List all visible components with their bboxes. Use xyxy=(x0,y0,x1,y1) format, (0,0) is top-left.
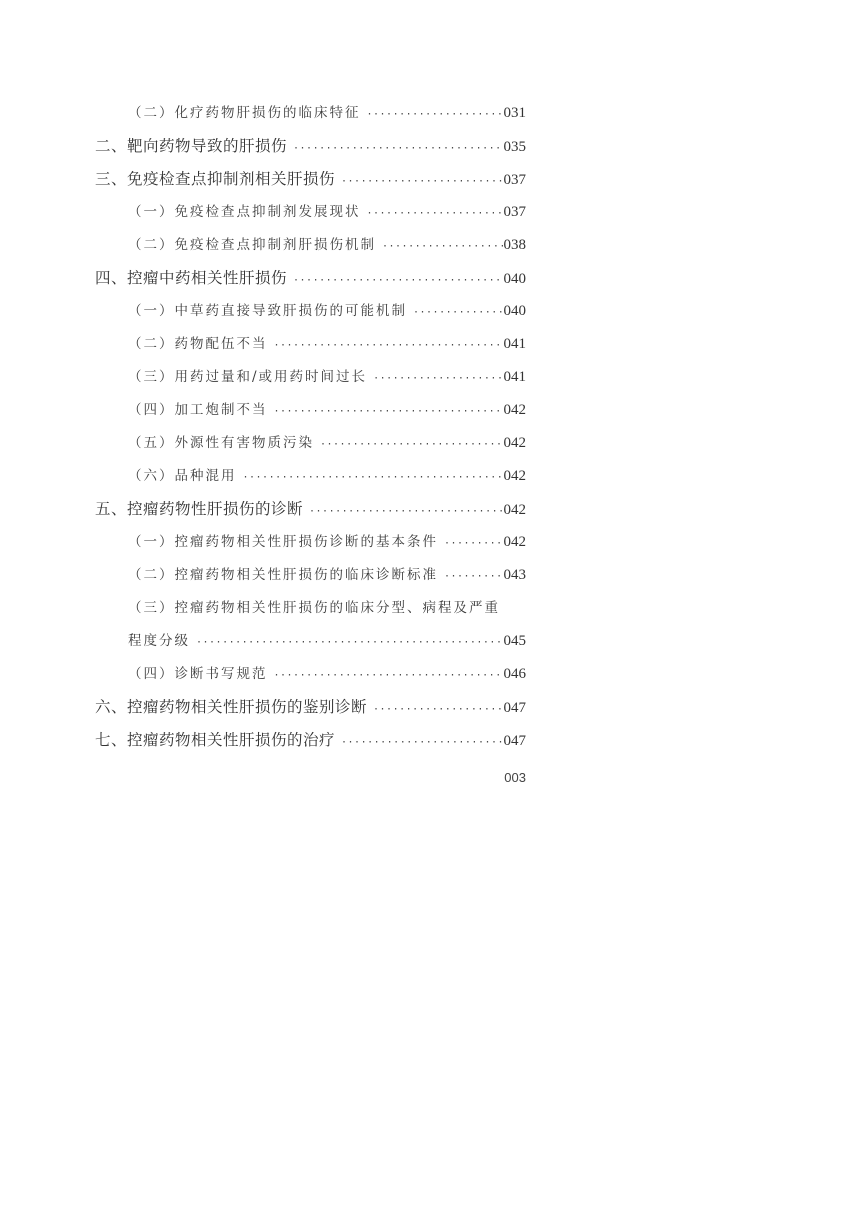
toc-entry[interactable] xyxy=(95,427,526,460)
toc-entry-page: 045 xyxy=(503,633,526,649)
toc-entry-title: （三）控瘤药物相关性肝损伤的临床分型、病程及严重 xyxy=(128,600,500,616)
toc-entry-page: 041 xyxy=(503,369,526,385)
toc-entry-title: （六）品种混用 xyxy=(128,468,237,484)
toc-entry-title: （五）外源性有害物质污染 xyxy=(128,435,314,451)
toc-entry[interactable] xyxy=(95,625,526,658)
toc-entry[interactable] xyxy=(95,658,526,691)
dot-leader xyxy=(382,230,504,263)
toc-entry[interactable] xyxy=(95,460,526,493)
toc-entry-title: （一）免疫检查点抑制剂发展现状 xyxy=(128,204,361,220)
toc-entry-title: （三）用药过量和/或用药时间过长 xyxy=(128,369,368,385)
toc-entry-title: 六、控瘤药物相关性肝损伤的鉴别诊断 xyxy=(95,698,368,716)
page-number: 003 xyxy=(504,770,526,785)
toc-entry-page: 035 xyxy=(503,139,526,155)
dot-leader xyxy=(373,693,503,726)
dot-leader xyxy=(320,428,504,461)
dot-leader xyxy=(373,362,503,395)
toc-entry-page: 040 xyxy=(503,303,526,319)
toc-entry-page: 042 xyxy=(503,534,526,550)
toc-entry[interactable] xyxy=(95,592,526,625)
toc-entry[interactable] xyxy=(95,130,526,163)
toc-entry-title: 七、控瘤药物相关性肝损伤的治疗 xyxy=(95,731,336,749)
dot-leader xyxy=(367,98,504,131)
toc-entry[interactable] xyxy=(95,163,526,196)
toc-entry-title: （二）控瘤药物相关性肝损伤的临床诊断标准 xyxy=(128,567,438,583)
toc-entry-page: 047 xyxy=(503,733,526,749)
toc-entry[interactable] xyxy=(95,394,526,427)
toc-entry-page: 043 xyxy=(503,567,526,583)
toc-entry-page: 042 xyxy=(503,435,526,451)
dot-leader xyxy=(309,495,503,528)
toc-entry-page: 037 xyxy=(503,172,526,188)
toc-entry[interactable] xyxy=(95,559,526,592)
toc-entry-page: 042 xyxy=(503,468,526,484)
toc-entry[interactable] xyxy=(95,724,526,757)
toc-entry-page: 046 xyxy=(503,666,526,682)
toc-entry[interactable] xyxy=(95,526,526,559)
toc-entry-title: （一）中草药直接导致肝损伤的可能机制 xyxy=(128,303,407,319)
toc-entry-page: 031 xyxy=(503,105,526,121)
dot-leader xyxy=(341,726,503,759)
toc-entry[interactable] xyxy=(95,196,526,229)
toc-entry[interactable] xyxy=(95,361,526,394)
toc-entry[interactable] xyxy=(95,262,526,295)
dot-leader xyxy=(196,626,504,659)
toc-entry-title: 三、免疫检查点抑制剂相关肝损伤 xyxy=(95,170,336,188)
toc-entry[interactable] xyxy=(95,328,526,361)
toc-entry-title: 程度分级 xyxy=(128,633,190,649)
dot-leader xyxy=(274,659,504,692)
dot-leader xyxy=(243,461,504,494)
toc-entry[interactable] xyxy=(95,97,526,130)
toc-entry-title: （四）诊断书写规范 xyxy=(128,666,268,682)
toc-entry-page: 047 xyxy=(503,700,526,716)
table-of-contents xyxy=(95,97,526,757)
toc-entry[interactable] xyxy=(95,229,526,262)
toc-entry-title: （四）加工炮制不当 xyxy=(128,402,268,418)
toc-entry-page: 042 xyxy=(503,402,526,418)
dot-leader xyxy=(274,329,504,362)
dot-leader xyxy=(444,527,504,560)
dot-leader xyxy=(274,395,504,428)
dot-leader xyxy=(341,165,503,198)
toc-entry-page: 040 xyxy=(503,271,526,287)
dot-leader xyxy=(444,560,504,593)
toc-entry-title: 二、靶向药物导致的肝损伤 xyxy=(95,137,288,155)
toc-entry-title: 五、控瘤药物性肝损伤的诊断 xyxy=(95,500,304,518)
dot-leader xyxy=(293,132,503,165)
toc-entry-title: （一）控瘤药物相关性肝损伤诊断的基本条件 xyxy=(128,534,438,550)
dot-leader xyxy=(413,296,504,329)
toc-entry[interactable] xyxy=(95,295,526,328)
toc-entry-title: （二）药物配伍不当 xyxy=(128,336,268,352)
dot-leader xyxy=(293,264,503,297)
toc-entry-page: 037 xyxy=(503,204,526,220)
toc-entry-page: 042 xyxy=(503,502,526,518)
toc-entry-page: 038 xyxy=(503,237,526,253)
toc-entry[interactable] xyxy=(95,493,526,526)
toc-entry-title: 四、控瘤中药相关性肝损伤 xyxy=(95,269,288,287)
toc-entry-title: （二）化疗药物肝损伤的临床特征 xyxy=(128,105,361,121)
toc-entry-page: 041 xyxy=(503,336,526,352)
toc-entry-title: （二）免疫检查点抑制剂肝损伤机制 xyxy=(128,237,376,253)
toc-entry[interactable] xyxy=(95,691,526,724)
dot-leader xyxy=(367,197,504,230)
